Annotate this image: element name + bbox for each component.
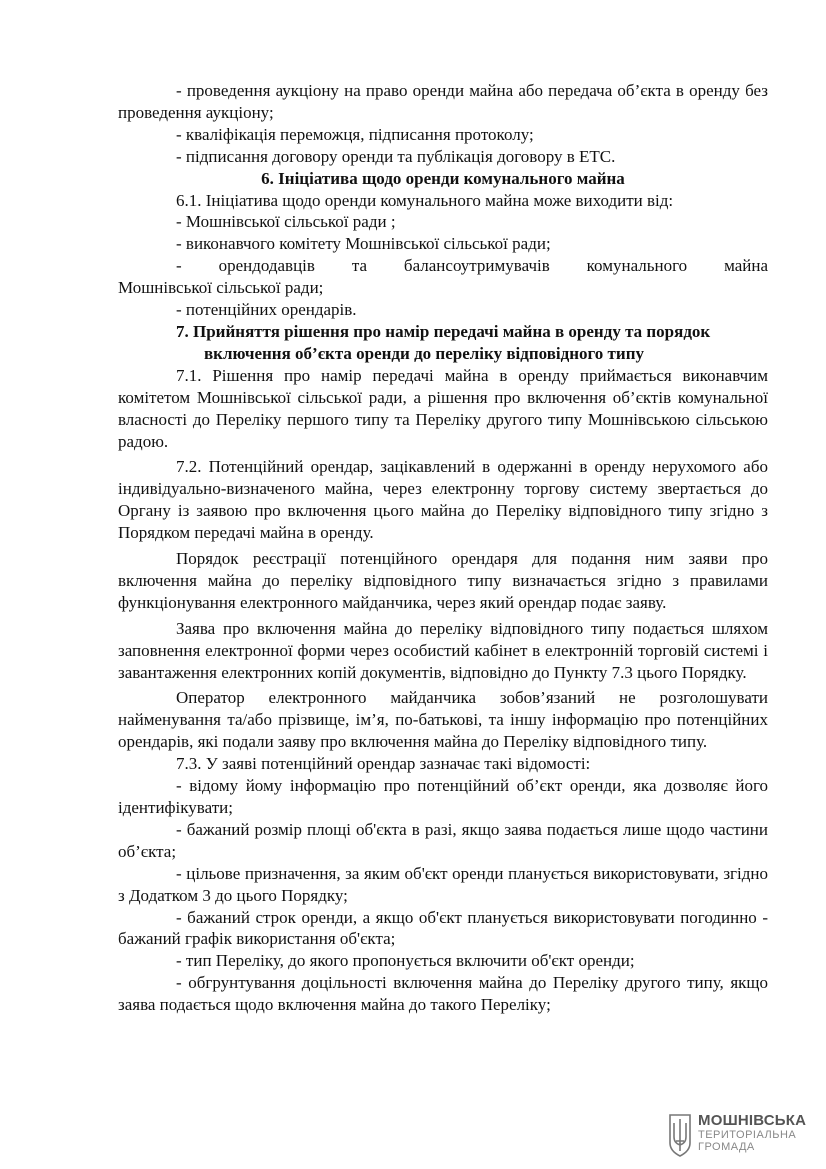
list-item: - бажаний розмір площі об'єкта в разі, якщо заява подається лише щодо частини об’єкта; [118,819,768,861]
logo-subtitle: ГРОМАДА [698,1141,755,1153]
community-logo [668,1113,808,1163]
list-item: - бажаний строк оренди, а якщо об'єкт планується використовувати погодинно - бажаний графік використання об'єкта; [118,907,768,949]
logo-subtitle: ТЕРИТОРІАЛЬНА [698,1129,797,1141]
list-item: - тип Переліку, до якого пропонується включити об'єкт оренди; [176,951,635,971]
paragraph-registration: Порядок реєстрації потенційного орендаря для подання ним заяви про включення майна до переліку відповідного типу визначається згідно з правилами функціонування електронного майданчика, через який орендар подає заяву. [118,549,768,612]
list-item: - відому йому інформацію про потенційний об’єкт оренди, яка дозволяє його ідентифікувати; [118,776,768,817]
section-7-heading-line1: 7. Прийняття рішення про намір передачі майна в оренду та порядок [176,321,711,341]
paragraph-6-1: 6.1. Ініціатива щодо оренди комунального майна може виходити від: [176,190,674,210]
paragraph-7-2: 7.2. Потенційний орендар, зацікавлений в одержанні в оренду нерухомого або індивідуально-визначеного майна, через електронну торгову систему звертається до Органу із заявою про включення цього майна до Переліку відповідного типу згідно з Порядком передачі майна в оренду. [118,457,768,543]
list-item: - цільове призначення, за яким об'єкт оренди планується використовувати, згідно з Додатком 3 до цього Порядку; [118,863,768,905]
list-item: - підписання договору оренди та публікація договору в ЕТС. [176,146,616,166]
list-item: - орендодавців та балансоутримувачів комунального майна [176,256,768,276]
list-item: - виконавчого комітету Мошнівської сільської ради; [176,234,551,254]
document-page [118,80,768,1016]
trident-icon [668,1113,692,1157]
section-6-heading: 6. Ініціатива щодо оренди комунального майна [261,168,625,188]
list-item-continuation: Мошнівської сільської ради; [118,278,324,298]
list-item: - потенційних орендарів. [176,300,357,320]
list-item: - кваліфікація переможця, підписання протоколу; [176,124,534,144]
logo-name: МОШНІВСЬКА [698,1112,807,1129]
list-item: - проведення аукціону на право оренди майна або передача об’єкта в оренду без проведення аукціону; [118,81,768,122]
list-item: - Мошнівської сільської ради ; [176,212,396,232]
section-7-heading-line2: включення об’єкта оренди до переліку відповідного типу [204,343,644,363]
paragraph-operator: Оператор електронного майданчика зобов’язаний не розголошувати найменування та/або прізвище, ім’я, по-батькові, та іншу інформацію про потенційних орендарів, які подали заяву про включення майна до Переліку відповідного типу. [118,688,768,752]
list-item: - обгрунтування доцільності включення майна до Переліку другого типу, якщо заява подається щодо включення майна до такого Переліку; [118,973,768,1015]
paragraph-7-1: 7.1. Рішення про намір передачі майна в оренду приймається виконавчим комітетом Мошнівської сільської ради, а рішення про включення об’єктів комунальної власності до Переліку першого типу та Переліку другого типу Мошнівською сільською радою. [118,365,768,451]
paragraph-application: Заява про включення майна до переліку відповідного типу подається шляхом заповнення електронної форми через особистий кабінет в електронній торговій системі і завантаження електронних копій документів, відповідно до Пункту 7.3 цього Порядку. [118,618,768,682]
paragraph-7-3: 7.3. У заяві потенційний орендар зазначає такі відомості: [176,754,591,774]
